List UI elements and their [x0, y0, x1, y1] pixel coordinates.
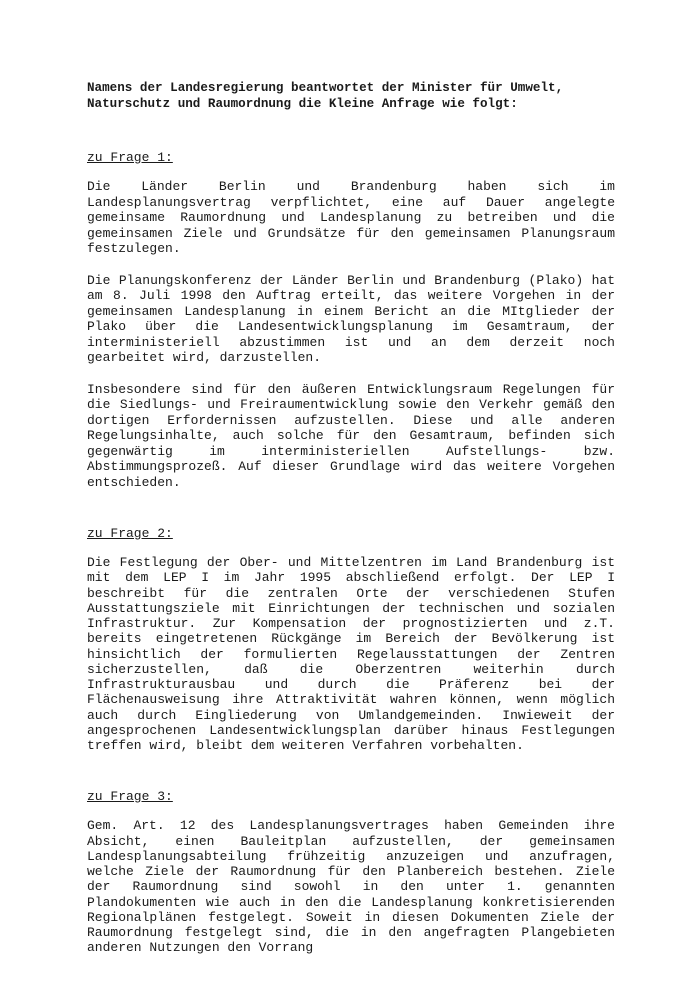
document-page — [87, 80, 615, 972]
section-heading: zu Frage 1: — [87, 150, 173, 165]
document-title: Namens der Landesregierung beantwortet der Minister für Umwelt, Naturschutz und Raumordnung die Kleine Anfrage wie folgt: — [87, 81, 564, 111]
paragraph: Gem. Art. 12 des Landesplanungsvertrages haben Gemeinden ihre Absicht, einen Bauleitplan aufzustellen, der gemeinsamen Landesplanungsabteilung frühzeitig anzuzeigen und anzufragen, welche Ziele der Raumordnung für den Planbereich bestehen. Ziele der Raumordnung sind sowohl in den unter 1. genannten Plandokumenten wie auch in den die Landesplanung konkretisierenden Regionalplänen festgelegt. Soweit in diesen Dokumenten Ziele der Raumordnung festgelegt sind, die in den angefragten Plangebieten anderen Nutzungen den Vorrang — [87, 818, 615, 956]
paragraph: Die Planungskonferenz der Länder Berlin und Brandenburg (Plako) hat am 8. Juli 1998 den Auftrag erteilt, das weitere Vorgehen in der gemeinsamen Landesplanung in einem Bericht an die MItglieder der Plako über die Landesentwicklungsplanung im Gesamtraum, der interministeriell abzustimmen ist und an dem derzeit noch gearbeitet wird, darzustellen. — [87, 272, 615, 365]
section-frage-3 — [87, 789, 615, 955]
section-frage-1 — [87, 150, 615, 490]
paragraph: Die Länder Berlin und Brandenburg haben sich im Landesplanungsvertrag verpflichtet, eine auf Dauer angelegte gemeinsame Raumordnung und Landesplanung zu betreiben und die gemeinsamen Ziele und Grundsätze für den gemeinsamen Planungsraum festzulegen. — [87, 179, 615, 256]
section-heading: zu Frage 2: — [87, 526, 173, 541]
paragraph: Insbesondere sind für den äußeren Entwicklungsraum Regelungen für die Siedlungs- und Freiraumentwicklung sowie den Verkehr gemäß den dortigen Erfordernissen aufzustellen. Diese und alle anderen Regelungsinhalte, auch solche für den Gesamtraum, befinden sich gegenwärtig im interministeriellen Aufstellungs- bzw. Abstimmungsprozeß. Auf dieser Grundlage wird das weitere Vorgehen entschieden. — [87, 381, 615, 490]
section-heading: zu Frage 3: — [87, 789, 173, 805]
section-frage-2 — [87, 526, 615, 753]
paragraph: Die Festlegung der Ober- und Mittelzentren im Land Brandenburg ist mit dem LEP I im Jahr 1995 abschließend erfolgt. Der LEP I beschreibt für die zentralen Orte der verschiedenen Stufen Ausstattungsziele mit Einrichtungen der technischen und sozialen Infrastruktur. Zur Kompensation der prognostizierten und z.T. bereits eingetretenen Rückgänge im Bereich der Bevölkerung ist hinsichtlich der formulierten Regelausstattungen der Zentren sicherzustellen, daß die Oberzentren weiterhin durch Infrastrukturausbau und durch die Präferenz bei der Flächenausweisung ihre Attraktivität wahren können, wenn möglich auch durch Eingliederung von Umlandgemeinden. Inwieweit der angesprochenen Landesentwicklungsplan darüber hinaus Festlegungen treffen wird, bleibt dem weiteren Verfahren vorbehalten. — [87, 555, 615, 753]
